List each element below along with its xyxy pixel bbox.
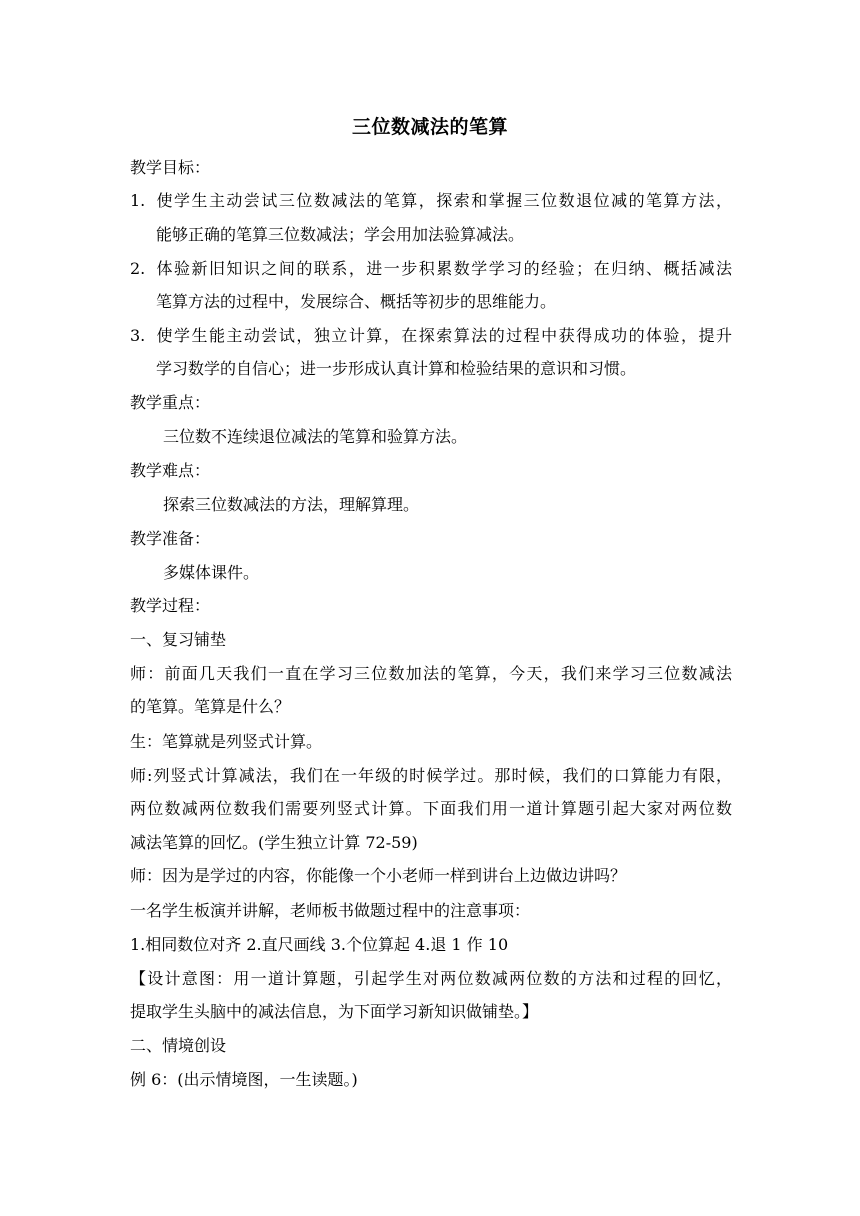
paragraph-6: 1.相同数位对齐 2.直尺画线 3.个位算起 4.退 1 作 10 (130, 935, 509, 954)
process-heading: 教学过程： (130, 596, 211, 615)
difficulty-heading: 教学难点： (130, 461, 211, 480)
section-2-heading: 二、情境创设 (130, 1036, 227, 1055)
goals-heading: 教学目标： (130, 158, 211, 177)
paragraph-7-line-2: 提取学生头脑中的减法信息，为下面学习新知识做铺垫。】 (130, 1002, 539, 1021)
goal-1-line-2: 能够正确的笔算三位数减法；学会用加法验算减法。 (156, 225, 525, 244)
goal-2-number: 2. (130, 259, 146, 278)
goal-1-number: 1. (130, 191, 146, 210)
goal-2-line-2: 笔算方法的过程中，发展综合、概括等初步的思维能力。 (156, 292, 557, 311)
paragraph-4: 师：因为是学过的内容，你能像一个小老师一样到讲台上边做边讲吗？ (130, 866, 627, 885)
document-title: 三位数减法的笔算 (351, 116, 508, 138)
paragraph-7-line-1: 【设计意图：用一道计算题，引起学生对两位数减两位数的方法和过程的回忆， (130, 969, 732, 988)
paragraph-1-line-1: 师：前面几天我们一直在学习三位数加法的笔算，今天，我们来学习三位数减法 (130, 664, 732, 683)
goal-3-number: 3. (130, 326, 146, 345)
key-heading: 教学重点： (130, 393, 211, 412)
key-text: 三位数不连续退位减法的笔算和验算方法。 (163, 427, 468, 446)
paragraph-2: 生：笔算就是列竖式计算。 (130, 732, 323, 751)
goal-1-line-1 (130, 189, 732, 213)
goal-1-text: 使学生主动尝试三位数减法的笔算，探索和掌握三位数退位减的笔算方法， (155, 191, 732, 210)
paragraph-8: 例 6：(出示情境图，一生读题。) (130, 1070, 358, 1089)
goal-2-text: 体验新旧知识之间的联系，进一步积累数学学习的经验；在归纳、概括减法 (155, 259, 732, 278)
goal-3-line-2: 学习数学的自信心；进一步形成认真计算和检验结果的意识和习惯。 (156, 359, 637, 378)
paragraph-1-line-2: 的笔算。笔算是什么？ (130, 697, 291, 716)
goal-3-line-1 (130, 324, 732, 348)
goal-3-text: 使学生能主动尝试，独立计算，在探索算法的过程中获得成功的体验，提升 (155, 326, 732, 345)
paragraph-3-line-2: 两位数减两位数我们需要列竖式计算。下面我们用一道计算题引起大家对两位数 (130, 799, 732, 818)
paragraph-5: 一名学生板演并讲解，老师板书做题过程中的注意事项： (130, 901, 531, 920)
prep-text: 多媒体课件。 (163, 563, 260, 582)
paragraph-3-line-3: 减法笔算的回忆。(学生独立计算 72-59) (130, 833, 418, 852)
goal-2-line-1 (130, 257, 732, 281)
difficulty-text: 探索三位数减法的方法，理解算理。 (163, 495, 420, 514)
section-1-heading: 一、复习铺垫 (130, 630, 227, 649)
paragraph-3-line-1: 师:列竖式计算减法，我们在一年级的时候学过。那时候，我们的口算能力有限， (130, 766, 732, 785)
prep-heading: 教学准备： (130, 529, 211, 548)
